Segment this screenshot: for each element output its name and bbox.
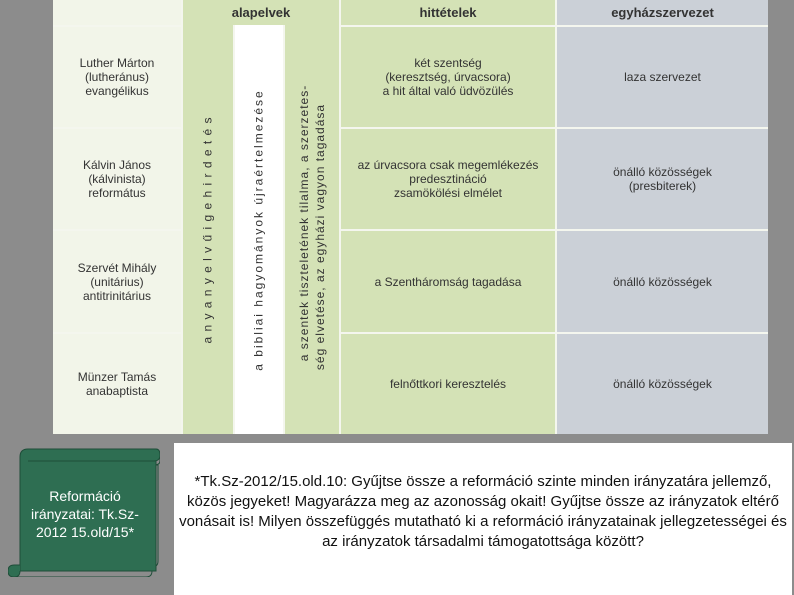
row-anabaptist-doctrine: felnőttkori keresztelés: [341, 334, 555, 434]
scroll-label-text: Reformáció irányzatai: Tk.Sz-2012 15.old/15*: [31, 488, 139, 540]
header-doctrines: hittételek: [341, 0, 555, 25]
row-anabaptist-name: Münzer Tamás anabaptista: [53, 334, 181, 434]
row-unitarian-organization: önálló közösségek: [557, 231, 768, 332]
row-calvinist-name: Kálvin János (kálvinista) református: [53, 129, 181, 229]
scroll-label-box: [8, 447, 160, 577]
principle-vernacular-preaching: a n y a n y e l v ű i g e h i r d e t é s: [183, 25, 233, 434]
row-lutheran-organization: laza szervezet: [557, 27, 768, 127]
row-calvinist-organization: önálló közösségek (presbiterek): [557, 129, 768, 229]
task-box: [174, 443, 792, 595]
row-lutheran-doctrine: két szentség (keresztség, úrvacsora) a hit által való üdvözülés: [341, 27, 555, 127]
header-organization: egyházszervezet: [557, 0, 768, 25]
row-calvinist-doctrine: az úrvacsora csak megemlékezés predesztináció zsamökölési elmélet: [341, 129, 555, 229]
header-corner: [53, 0, 181, 25]
header-principles: alapelvek: [183, 0, 339, 25]
task-text: *Tk.Sz-2012/15.old.10: Gyűjtse össze a reformáció szinte minden irányzatára jellemző, közös jegyeket! Magyarázza meg az azonosság okait! Gyűjtse össze az irányzatok eltérő vonásait is! Milyen összefüggés mutatható ki a reformáció irányzatainak jellegzetességei és az irányzatok társadalmi támogatottsága között?: [179, 473, 787, 550]
row-lutheran-name: Luther Márton (lutheránus) evangélikus: [53, 27, 181, 127]
principle-bible-reinterpretation: a bibliai hagyományok újraértelmezése: [235, 25, 283, 434]
row-unitarian-name: Szervét Mihály (unitárius) antitrinitárius: [53, 231, 181, 332]
principle-saints-monasticism: a szentek tiszteletének tilalma, a szerzetes- ség elvetése, az egyházi vagyon tagadása: [285, 25, 339, 434]
row-unitarian-doctrine: a Szentháromság tagadása: [341, 231, 555, 332]
reformation-table: [53, 0, 768, 434]
row-anabaptist-organization: önálló közösségek: [557, 334, 768, 434]
